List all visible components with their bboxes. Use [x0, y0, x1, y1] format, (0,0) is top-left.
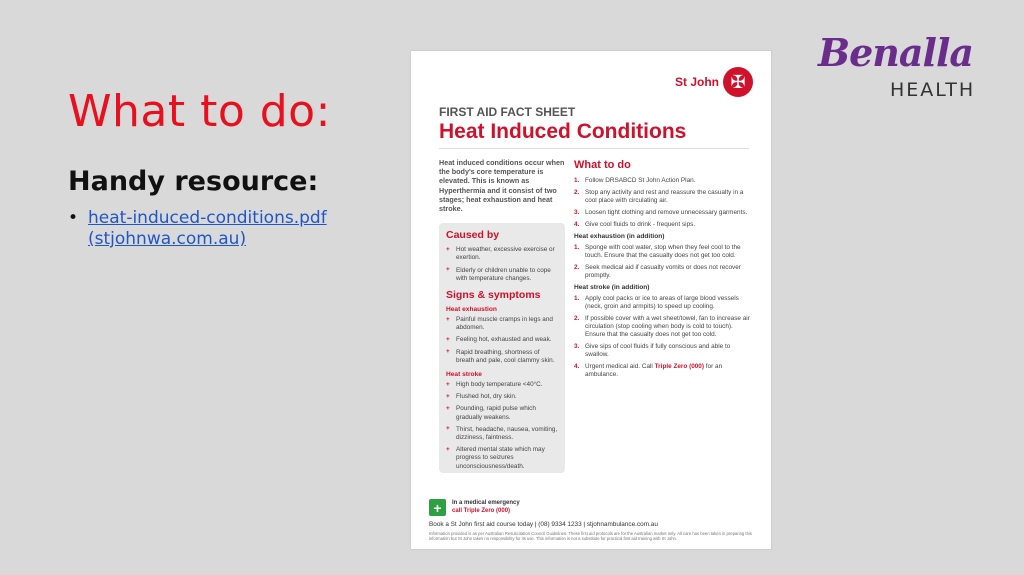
list-item: 1. Sponge with cool water, stop when they feel cool to the touch. Ensure that the casualty does not get too cold. [574, 244, 741, 259]
exhaustion-steps-heading: Heat exhaustion (in addition) [574, 233, 665, 240]
logo-script: Benalla [818, 30, 974, 75]
book-course-line: Book a St John first aid course today | (08) 9334 1233 | stjohnambulance.com.au [429, 521, 658, 528]
list-item: + Altered mental state which may progress to seizures unconsciousness/death. [446, 446, 558, 471]
exhaustion-signs-list [446, 316, 558, 365]
sheet-title: Heat Induced Conditions [439, 120, 687, 143]
list-item: + Rapid breathing, shortness of breath and pale, cool clammy skin. [446, 349, 558, 365]
list-item: + High body temperature <40°C. [446, 381, 558, 389]
caused-by-heading: Caused by [446, 229, 500, 242]
fact-sheet-image [410, 50, 772, 550]
list-item: + Feeling hot, exhausted and weak. [446, 336, 558, 344]
emergency-line: In a medical emergency [452, 500, 520, 506]
list-item: + Pounding, rapid pulse which gradually weakens. [446, 405, 558, 421]
sheet-right-column [574, 159, 752, 383]
emergency-call: call Triple Zero (000) [452, 507, 511, 514]
resource-link[interactable]: heat-induced-conditions.pdf (stjohnwa.com.au) [88, 208, 327, 249]
list-item: + Flushed hot, dry skin. [446, 393, 558, 401]
divider [439, 148, 749, 149]
list-item: + Hot weather, excessive exercise or exertion. [446, 246, 558, 262]
emergency-callout [429, 499, 753, 516]
what-to-do-heading: What to do [574, 159, 631, 171]
slide-subtitle: Handy resource: [68, 166, 319, 197]
general-steps-list [574, 177, 752, 229]
caused-by-list [446, 246, 558, 283]
list-item [68, 208, 368, 250]
list-item: 3. Loosen tight clothing and remove unnecessary garments. [574, 209, 748, 216]
signs-stroke-heading: Heat stroke [446, 371, 482, 379]
list-item: 3. Give sips of cool fluids if fully conscious and able to swallow. [574, 343, 731, 358]
list-item: + Painful muscle cramps in legs and abdomen. [446, 316, 558, 332]
sheet-kicker: FIRST AID FACT SHEET [439, 105, 576, 119]
fine-print: Information provided is as per Australian Resuscitation Council Guidelines. These first aid protocols are for the Australian market only. All care has been taken in preparing this information but St John takes no responsibility for its use. This information is not a substitute for practical first aid training with St John. [429, 531, 752, 541]
st-john-brand: St John [675, 75, 719, 89]
sheet-left-column [439, 158, 565, 473]
maltese-cross-icon: ✠ [723, 67, 753, 97]
stroke-signs-list [446, 381, 558, 471]
list-item: 1. Follow DRSABCD St John Action Plan. [574, 177, 696, 184]
list-item: 4. Urgent medical aid. Call Triple Zero (000) for an ambulance. [574, 363, 723, 378]
sheet-footer [429, 499, 753, 541]
signs-exhaustion-heading: Heat exhaustion [446, 306, 497, 314]
causes-signs-panel [439, 223, 565, 473]
list-item: 4. Give cool fluids to drink - frequent sips. [574, 221, 696, 228]
stroke-steps-heading: Heat stroke (in addition) [574, 284, 650, 291]
list-item: + Elderly or children unable to cope with temperature changes. [446, 267, 558, 283]
resource-list [68, 208, 368, 250]
logo-sub: HEALTH [890, 79, 976, 101]
list-item: 2. Seek medical aid if casualty vomits or does not recover promptly. [574, 264, 741, 279]
stroke-steps-list [574, 295, 752, 379]
list-item: + Thirst, headache, nausea, vomiting, dizziness, faintness. [446, 426, 558, 442]
slide-title: What to do: [68, 86, 331, 137]
list-item: 2. If possible cover with a wet sheet/towel, fan to increase air circulation (stop cooling when body is cold to touch). Ensure that the casualty does not get too cold. [574, 315, 750, 338]
benalla-health-logo [818, 30, 978, 104]
first-aid-cross-icon: + [429, 499, 446, 516]
st-john-logo [675, 67, 753, 97]
list-item: 1. Apply cool packs or ice to areas of large blood vessels (neck, groin and armpits) to speed up cooling. [574, 295, 739, 310]
sheet-intro: Heat induced conditions occur when the body's core temperature is elevated. This is known as Hyperthermia and it consist of two stages; heat exhaustion and heat stroke. [439, 158, 565, 214]
signs-heading: Signs & symptoms [446, 289, 541, 302]
list-item: 2. Stop any activity and rest and reassure the casualty in a cool place with circulating air. [574, 189, 744, 204]
exhaustion-steps-list [574, 244, 752, 280]
